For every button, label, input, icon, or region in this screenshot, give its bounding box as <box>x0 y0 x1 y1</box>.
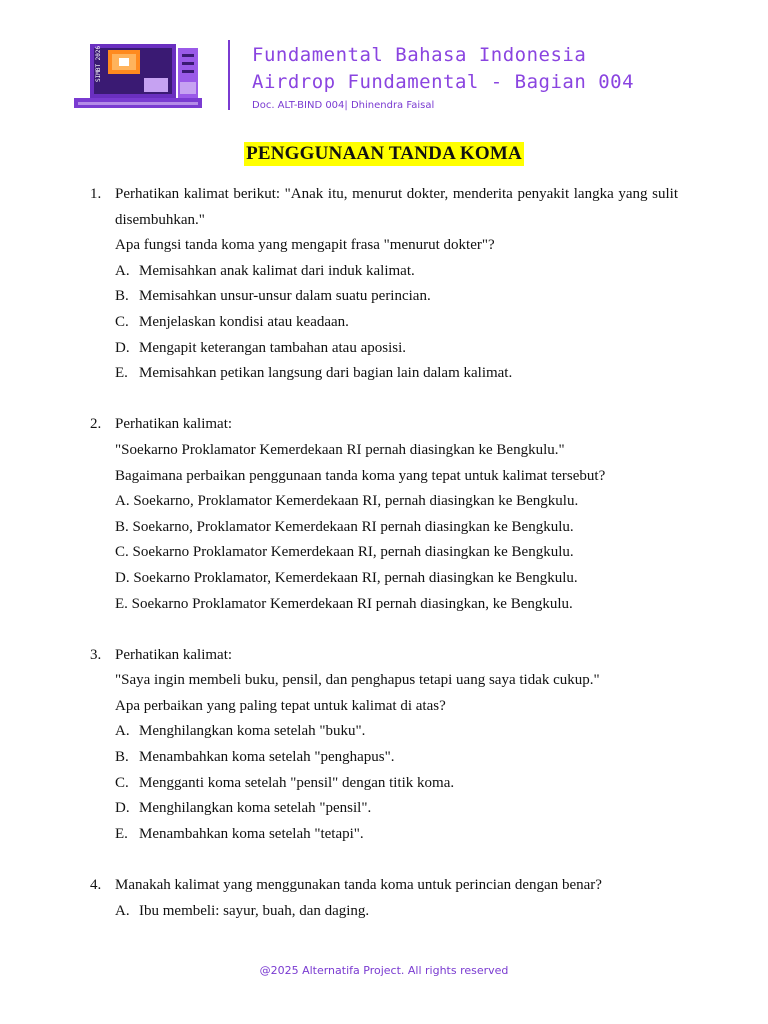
answer-option <box>115 361 678 387</box>
answer-option <box>115 719 678 745</box>
option-letter: A. <box>115 723 130 740</box>
option-text: Mengapit keterangan tambahan atau aposisi. <box>139 339 406 356</box>
option-text: Memisahkan unsur-unsur dalam suatu perincian. <box>139 288 431 305</box>
question-4 <box>90 873 678 924</box>
option-text: Menghilangkan koma setelah "buku". <box>139 723 366 740</box>
answer-option <box>115 284 678 310</box>
page-title: PENGGUNAAN TANDA KOMA <box>246 143 522 164</box>
copyright-footer: @2025 Alternatifa Project. All rights reserved <box>259 964 509 977</box>
retro-computer-logo <box>74 42 202 112</box>
option-letter: B. <box>115 749 129 766</box>
question-1 <box>90 182 678 387</box>
answer-option <box>115 822 678 848</box>
option-letter: D. <box>115 339 130 356</box>
option-text: Menjelaskan kondisi atau keadaan. <box>139 313 349 330</box>
course-title: Fundamental Bahasa Indonesia <box>252 44 587 66</box>
question-prompt: Apa perbaikan yang paling tepat untuk kalimat di atas? <box>115 697 446 714</box>
option-letter: C. <box>115 313 129 330</box>
question-number: 3. <box>90 646 102 663</box>
answer-option: D. Soekarno Proklamator, Kemerdekaan RI, pernah diasingkan ke Bengkulu. <box>115 569 578 586</box>
question-quote: "Soekarno Proklamator Kemerdekaan RI pernah diasingkan ke Bengkulu." <box>115 441 565 458</box>
option-letter: E. <box>115 365 128 382</box>
header-divider <box>228 40 230 110</box>
option-text: Ibu membeli: sayur, buah, dan daging. <box>139 902 370 919</box>
option-text: Menghilangkan koma setelah "pensil". <box>139 800 372 817</box>
option-letter: A. <box>115 262 130 279</box>
doc-info: Doc. ALT-BIND 004| Dhinendra Faisal <box>252 100 435 111</box>
option-letter: B. <box>115 288 129 305</box>
question-prompt: Bagaimana perbaikan penggunaan tanda koma yang tepat untuk kalimat tersebut? <box>115 467 606 484</box>
option-text: Memisahkan petikan langsung dari bagian lain dalam kalimat. <box>139 365 513 382</box>
question-text: Manakah kalimat yang menggunakan tanda koma untuk perincian dengan benar? <box>115 877 602 894</box>
question-text: Perhatikan kalimat: <box>115 416 233 433</box>
question-3 <box>90 643 678 848</box>
option-letter: C. <box>115 774 129 791</box>
question-text: Perhatikan kalimat: <box>115 646 233 663</box>
question-quote: "Saya ingin membeli buku, pensil, dan penghapus tetapi uang saya tidak cukup." <box>115 672 600 689</box>
answer-option <box>115 899 678 925</box>
question-list <box>90 182 678 950</box>
option-letter: A. <box>115 902 130 919</box>
question-text: Perhatikan kalimat berikut: "Anak itu, menurut dokter, menderita penyakit langka yang sulit disembuhkan." <box>115 186 678 228</box>
question-number: 2. <box>90 416 102 433</box>
option-letter: E. <box>115 825 128 842</box>
question-number: 1. <box>90 186 102 202</box>
document-header <box>74 40 694 114</box>
answer-option <box>115 336 678 362</box>
answer-option <box>115 745 678 771</box>
answer-option <box>115 259 678 285</box>
option-letter: D. <box>115 800 130 817</box>
option-text: Memisahkan anak kalimat dari induk kalimat. <box>139 262 415 279</box>
answer-option <box>115 771 678 797</box>
answer-option: A. Soekarno, Proklamator Kemerdekaan RI, pernah diasingkan ke Bengkulu. <box>115 493 579 510</box>
answer-option <box>115 796 678 822</box>
answer-option: E. Soekarno Proklamator Kemerdekaan RI pernah diasingkan, ke Bengkulu. <box>115 595 573 612</box>
question-number: 4. <box>90 877 102 894</box>
option-text: Mengganti koma setelah "pensil" dengan titik koma. <box>139 774 455 791</box>
answer-option: B. Soekarno, Proklamator Kemerdekaan RI pernah diasingkan ke Bengkulu. <box>115 518 574 535</box>
question-prompt: Apa fungsi tanda koma yang mengapit frasa "menurut dokter"? <box>115 237 495 254</box>
question-2 <box>90 412 678 617</box>
answer-option: C. Soekarno Proklamator Kemerdekaan RI, pernah diasingkan ke Bengkulu. <box>115 544 574 561</box>
answer-option <box>115 310 678 336</box>
option-text: Menambahkan koma setelah "penghapus". <box>139 749 395 766</box>
course-subtitle: Airdrop Fundamental - Bagian 004 <box>252 71 635 93</box>
option-text: Menambahkan koma setelah "tetapi". <box>139 825 364 842</box>
logo-badge-text: SIMBT 2026 <box>95 45 102 82</box>
